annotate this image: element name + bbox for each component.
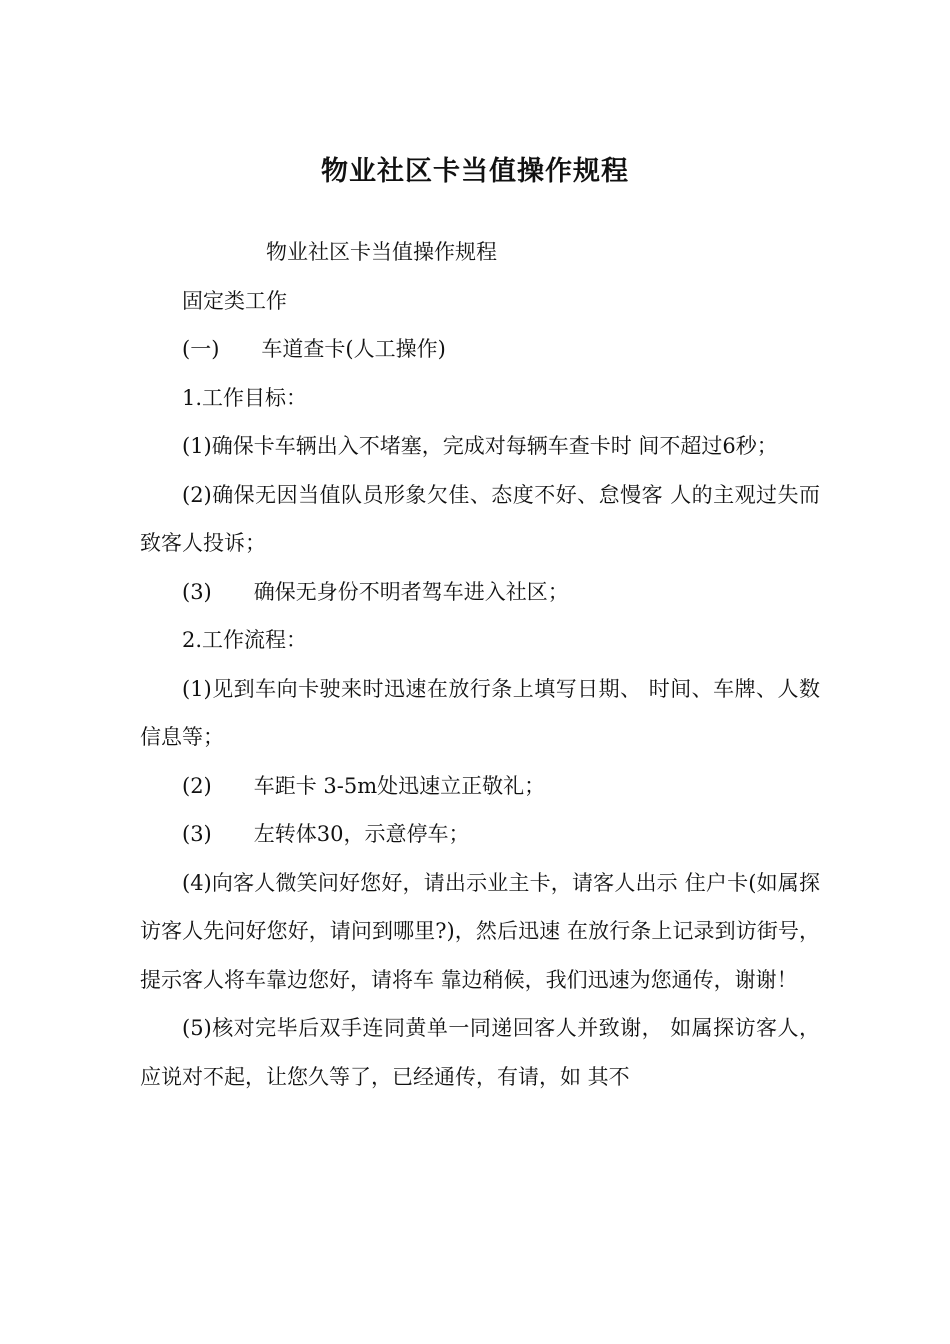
- goal-heading: 1.工作目标：: [182, 385, 308, 410]
- goal-item-2: (2)确保无因当值队员形象欠佳、态度不好、怠慢客 人的主观过失而致客人投诉；: [140, 482, 820, 555]
- flow-item-5: (5)核对完毕后双手连同黄单一同递回客人并致谢， 如属探访客人，应说对不起，让您久等了，已经通传，有请，如 其不: [140, 1016, 820, 1089]
- section-label: 固定类工作: [182, 288, 287, 313]
- flow-item-3-number: (3): [182, 822, 212, 846]
- flow-item-1: (1)见到车向卡驶来时迅速在放行条上填写日期、 时间、车牌、人数信息等；: [140, 676, 820, 749]
- flow-heading: 2.工作流程：: [182, 628, 308, 652]
- flow-item-2-text: 车距卡 3-5m处迅速立正敬礼；: [253, 773, 546, 798]
- sub-section-number: (一): [182, 337, 220, 361]
- document-body: [140, 228, 820, 1101]
- flow-item-3-text: 左转体30，示意停车；: [253, 822, 470, 846]
- flow-item-4: (4)向客人微笑问好您好，请出示业主卡，请客人出示 住户卡(如属探访客人先问好您好，请问到哪里?)，然后迅速 在放行条上记录到访街号，提示客人将车靠边您好，请将车 靠边稍候，我们迅速为您通传，谢谢！: [140, 870, 820, 992]
- goal-item-3: [140, 568, 820, 617]
- goal-item-1: (1)确保卡车辆出入不堵塞，完成对每辆车查卡时 间不超过6秒；: [182, 434, 778, 458]
- document-subtitle: 物业社区卡当值操作规程: [266, 240, 497, 264]
- flow-item-2: [140, 762, 820, 811]
- flow-item-2-number: (2): [182, 773, 212, 798]
- document-title: 物业社区卡当值操作规程: [321, 156, 629, 187]
- sub-section-text: 车道查卡(人工操作): [261, 337, 446, 361]
- goal-item-3-number: (3): [182, 579, 212, 604]
- goal-item-3-text: 确保无身份不明者驾车进入社区；: [253, 579, 569, 604]
- flow-item-3: [140, 810, 820, 859]
- sub-section-heading: [140, 325, 820, 374]
